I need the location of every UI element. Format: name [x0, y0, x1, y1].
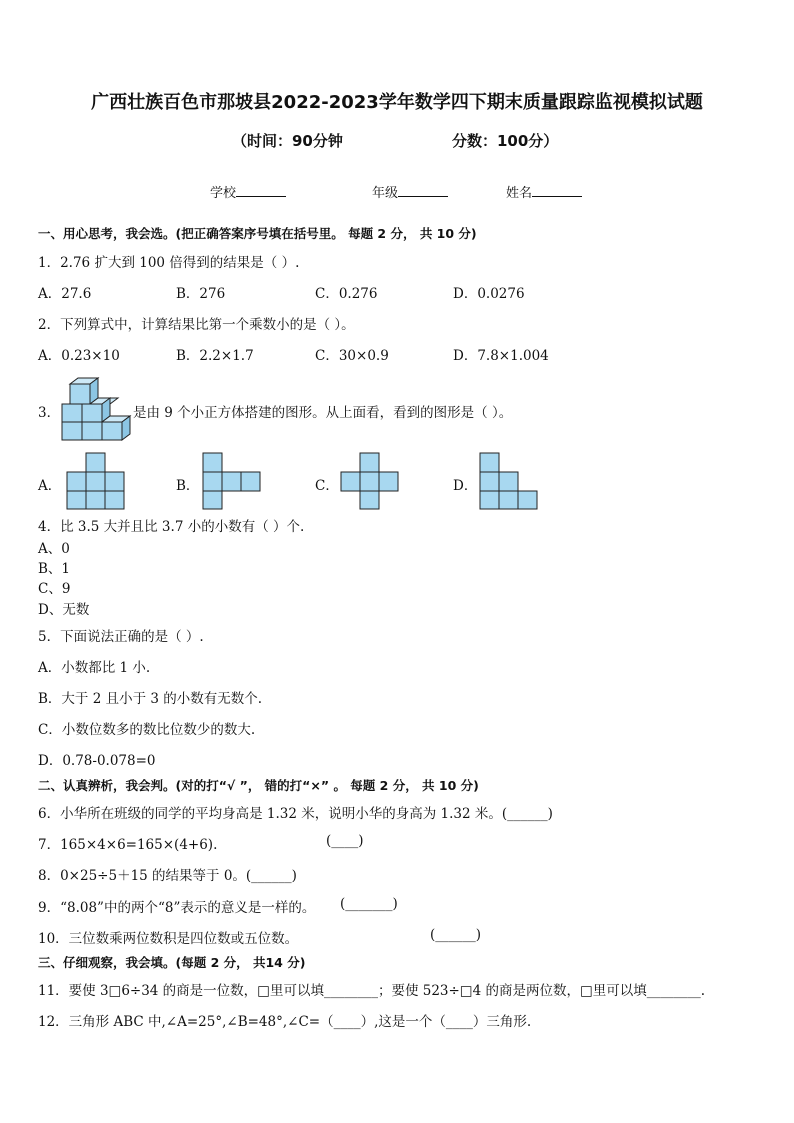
question-4: 4．比 3.5 大并且比 3.7 小的小数有（ ）个. — [38, 519, 305, 535]
q5-option-b[interactable]: B．大于 2 且小于 3 的小数有无数个. — [38, 691, 263, 707]
q2-option-b[interactable]: B．2.2×1.7 — [176, 348, 254, 364]
question-12: 12．三角形 ABC 中,∠A=25°,∠B=48°,∠C=（____）,这是一个（____）三角形. — [38, 1014, 532, 1030]
q3-option-d-figure[interactable] — [479, 452, 539, 510]
section-1-heading: 一、用心思考，我会选。(把正确答案序号填在括号里。 每题 2 分， 共 10 分) — [38, 226, 477, 241]
q4-option-a[interactable]: A、0 — [38, 541, 70, 557]
q2-option-c[interactable]: C．30×0.9 — [315, 348, 389, 364]
name-field[interactable] — [506, 182, 582, 201]
question-2: 2．下列算式中，计算结果比第一个乘数小的是（ ）。 — [38, 317, 355, 333]
q7-answer-blank[interactable]: (____) — [326, 833, 364, 849]
question-3-text: 是由 9 个小正方体搭建的图形。从上面看，看到的图形是（ ）。 — [133, 405, 513, 421]
question-5: 5．下面说法正确的是（ ）. — [38, 629, 204, 645]
q5-option-c[interactable]: C．小数位数多的数比位数少的数大. — [38, 722, 256, 738]
question-10: 10．三位数乘两位数积是四位数或五位数。 — [38, 931, 299, 947]
q3-option-d[interactable]: D． — [453, 478, 478, 494]
cube-figure — [60, 376, 134, 442]
q2-option-a[interactable]: A．0.23×10 — [38, 348, 120, 364]
q1-option-d[interactable]: D．0.0276 — [453, 286, 525, 302]
question-7: 7．165×4×6=165×(4+6). — [38, 837, 218, 853]
school-label: 学校 — [210, 186, 237, 201]
q4-option-d[interactable]: D、无数 — [38, 602, 90, 618]
name-blank[interactable] — [532, 184, 582, 197]
question-9: 9．“8.08”中的两个“8”表示的意义是一样的。 — [38, 900, 316, 916]
q5-option-a[interactable]: A．小数都比 1 小. — [38, 660, 151, 676]
q5-option-d[interactable]: D．0.78-0.078=0 — [38, 753, 156, 769]
grade-field[interactable] — [372, 182, 448, 201]
q1-option-c[interactable]: C．0.276 — [315, 286, 378, 302]
q1-option-a[interactable]: A．27.6 — [38, 286, 92, 302]
q9-answer-blank[interactable]: (_______) — [340, 896, 398, 912]
section-2-heading: 二、认真辨析，我会判。(对的打“√ ”， 错的打“×” 。 每题 2 分， 共 10 分) — [38, 778, 479, 793]
q3-option-a-figure[interactable] — [66, 452, 126, 510]
school-field[interactable] — [210, 182, 286, 201]
q3-option-b[interactable]: B． — [176, 478, 200, 494]
question-1: 1．2.76 扩大到 100 倍得到的结果是（ ）. — [38, 255, 300, 271]
q1-option-b[interactable]: B．276 — [176, 286, 226, 302]
q4-option-b[interactable]: B、1 — [38, 561, 71, 577]
question-3-number: 3． — [38, 405, 61, 421]
page-title: 广西壮族百色市那坡县2022-2023学年数学四下期末质量跟踪监视模拟试题 — [91, 92, 703, 113]
q3-option-a[interactable]: A． — [38, 478, 62, 494]
section-3-heading: 三、仔细观察，我会填。(每题 2 分， 共14 分) — [38, 955, 306, 970]
question-6: 6．小华所在班级的同学的平均身高是 1.32 米，说明小华的身高为 1.32 米。(______) — [38, 806, 553, 822]
exam-time: （时间：90分钟 — [232, 132, 343, 150]
question-8: 8．0×25÷5＋15 的结果等于 0。(______) — [38, 868, 297, 884]
q3-option-b-figure[interactable] — [202, 452, 262, 510]
question-11: 11．要使 3□6÷34 的商是一位数，□里可以填________；要使 523÷□4 的商是两位数，□里可以填________. — [38, 983, 705, 999]
q2-option-d[interactable]: D．7.8×1.004 — [453, 348, 549, 364]
q3-option-c[interactable]: C． — [315, 478, 339, 494]
exam-score: 分数：100分） — [452, 132, 559, 150]
q4-option-c[interactable]: C、9 — [38, 581, 71, 597]
grade-label: 年级 — [372, 186, 399, 201]
name-label: 姓名 — [506, 186, 533, 201]
q3-option-c-figure[interactable] — [340, 452, 400, 510]
grade-blank[interactable] — [398, 184, 448, 197]
q10-answer-blank[interactable]: (______) — [430, 927, 482, 943]
cube-face — [70, 384, 90, 404]
school-blank[interactable] — [236, 184, 286, 197]
